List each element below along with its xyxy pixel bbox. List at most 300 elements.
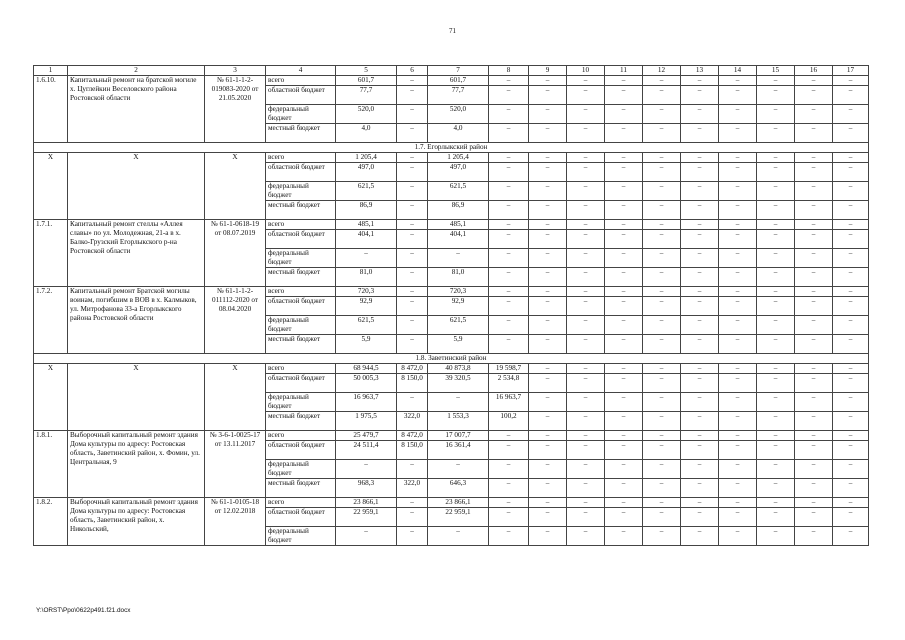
value-col-13: – — [681, 441, 719, 460]
column-number: 6 — [397, 66, 428, 76]
value-col-11: – — [605, 182, 643, 201]
value-col-12: – — [643, 498, 681, 508]
funding-source: местный бюджет — [266, 124, 336, 143]
value-col-16: – — [795, 297, 833, 316]
value-col-6: – — [397, 316, 428, 335]
value-col-9: – — [529, 230, 567, 249]
value-col-12: – — [643, 431, 681, 441]
value-col-10: – — [567, 268, 605, 287]
value-col-17: – — [833, 249, 869, 268]
value-col-9: – — [529, 498, 567, 508]
value-col-14: – — [719, 393, 757, 412]
value-col-17: – — [833, 105, 869, 124]
value-col-14: – — [719, 460, 757, 479]
value-col-9: – — [529, 105, 567, 124]
value-col-13: – — [681, 201, 719, 220]
value-col-7: 86,9 — [428, 201, 489, 220]
section-title: 1.8. Заветинский район — [34, 354, 869, 364]
value-col-11: – — [605, 441, 643, 460]
value-col-17: – — [833, 393, 869, 412]
value-col-10: – — [567, 498, 605, 508]
table-row — [34, 76, 869, 86]
value-col-8: – — [489, 460, 529, 479]
value-col-15: – — [757, 230, 795, 249]
value-col-6: 8 472,0 — [397, 431, 428, 441]
value-col-16: – — [795, 86, 833, 105]
value-col-17: – — [833, 364, 869, 374]
value-col-5: 86,9 — [336, 201, 397, 220]
value-col-8: – — [489, 479, 529, 498]
item-name: Выборочный капитальный ремонт здания Дома культуры по адресу: Ростовская область, Заветинский район, х. Фомин, ул. Центральная, 9 — [68, 431, 205, 498]
value-col-8: 100,2 — [489, 412, 529, 431]
value-col-12: – — [643, 201, 681, 220]
value-col-8: 16 963,7 — [489, 393, 529, 412]
value-col-5: 1 975,5 — [336, 412, 397, 431]
value-col-12: – — [643, 297, 681, 316]
column-number: 9 — [529, 66, 567, 76]
value-col-9: – — [529, 508, 567, 527]
column-number-row — [34, 66, 869, 76]
value-col-17: – — [833, 297, 869, 316]
value-col-13: – — [681, 153, 719, 163]
value-col-13: – — [681, 230, 719, 249]
item-code: 1.8.2. — [34, 498, 68, 546]
value-col-14: – — [719, 335, 757, 354]
value-col-17: – — [833, 412, 869, 431]
funding-source: местный бюджет — [266, 201, 336, 220]
value-col-6: – — [397, 230, 428, 249]
value-col-10: – — [567, 527, 605, 546]
column-number: 13 — [681, 66, 719, 76]
value-col-7: 621,5 — [428, 182, 489, 201]
item-code: 1.6.10. — [34, 76, 68, 143]
value-col-6: 322,0 — [397, 412, 428, 431]
value-col-9: – — [529, 249, 567, 268]
funding-source: областной бюджет — [266, 297, 336, 316]
budget-table — [33, 65, 869, 546]
value-col-5: 1 205,4 — [336, 153, 397, 163]
value-col-6: – — [397, 105, 428, 124]
value-col-15: – — [757, 393, 795, 412]
table-row — [34, 220, 869, 230]
value-col-7: 81,0 — [428, 268, 489, 287]
page-number: 71 — [449, 27, 456, 35]
value-col-10: – — [567, 479, 605, 498]
value-col-12: – — [643, 412, 681, 431]
value-col-14: – — [719, 479, 757, 498]
value-col-7: – — [428, 393, 489, 412]
value-col-7: – — [428, 527, 489, 546]
value-col-7: 5,9 — [428, 335, 489, 354]
column-number: 11 — [605, 66, 643, 76]
value-col-12: – — [643, 268, 681, 287]
value-col-14: – — [719, 508, 757, 527]
value-col-16: – — [795, 287, 833, 297]
value-col-16: – — [795, 335, 833, 354]
item-registration: № 61-1-1-2-011112-2020 от 08.04.2020 — [205, 287, 266, 354]
value-col-7: 16 361,4 — [428, 441, 489, 460]
value-col-17: – — [833, 163, 869, 182]
value-col-10: – — [567, 335, 605, 354]
value-col-10: – — [567, 431, 605, 441]
value-col-9: – — [529, 201, 567, 220]
value-col-16: – — [795, 182, 833, 201]
footer-file-path: Y:\ORST\Ppo\0622p491.f21.docx — [36, 607, 131, 614]
value-col-7: 77,7 — [428, 86, 489, 105]
value-col-17: – — [833, 86, 869, 105]
value-col-15: – — [757, 86, 795, 105]
value-col-6: – — [397, 508, 428, 527]
value-col-9: – — [529, 297, 567, 316]
funding-source: федеральный бюджет — [266, 182, 336, 201]
value-col-12: – — [643, 220, 681, 230]
value-col-13: – — [681, 268, 719, 287]
value-col-11: – — [605, 124, 643, 143]
value-col-5: 4,0 — [336, 124, 397, 143]
value-col-8: – — [489, 105, 529, 124]
value-col-10: – — [567, 124, 605, 143]
value-col-13: – — [681, 76, 719, 86]
value-col-6: – — [397, 527, 428, 546]
table-row — [34, 287, 869, 297]
value-col-7: 1 205,4 — [428, 153, 489, 163]
value-col-12: – — [643, 441, 681, 460]
value-col-14: – — [719, 316, 757, 335]
value-col-9: – — [529, 393, 567, 412]
item-name: Х — [68, 364, 205, 431]
value-col-12: – — [643, 249, 681, 268]
value-col-11: – — [605, 393, 643, 412]
value-col-14: – — [719, 249, 757, 268]
value-col-15: – — [757, 153, 795, 163]
funding-source: федеральный бюджет — [266, 105, 336, 124]
value-col-5: 92,9 — [336, 297, 397, 316]
funding-source: федеральный бюджет — [266, 316, 336, 335]
value-col-10: – — [567, 201, 605, 220]
value-col-6: – — [397, 249, 428, 268]
value-col-9: – — [529, 527, 567, 546]
value-col-6: – — [397, 153, 428, 163]
value-col-9: – — [529, 182, 567, 201]
value-col-7: 404,1 — [428, 230, 489, 249]
value-col-15: – — [757, 460, 795, 479]
value-col-6: – — [397, 393, 428, 412]
item-registration: № 3-6-1-0025-17 от 13.11.2017 — [205, 431, 266, 498]
value-col-15: – — [757, 335, 795, 354]
value-col-6: 8 472,0 — [397, 364, 428, 374]
value-col-9: – — [529, 287, 567, 297]
value-col-7: 92,9 — [428, 297, 489, 316]
value-col-16: – — [795, 153, 833, 163]
value-col-10: – — [567, 86, 605, 105]
value-col-9: – — [529, 441, 567, 460]
value-col-5: 81,0 — [336, 268, 397, 287]
value-col-14: – — [719, 76, 757, 86]
value-col-16: – — [795, 220, 833, 230]
table-row — [34, 498, 869, 508]
item-code: Х — [34, 153, 68, 220]
value-col-8: – — [489, 316, 529, 335]
column-number: 2 — [68, 66, 205, 76]
value-col-8: – — [489, 76, 529, 86]
value-col-9: – — [529, 268, 567, 287]
value-col-10: – — [567, 364, 605, 374]
value-col-13: – — [681, 527, 719, 546]
value-col-16: – — [795, 527, 833, 546]
value-col-17: – — [833, 508, 869, 527]
value-col-14: – — [719, 201, 757, 220]
value-col-11: – — [605, 105, 643, 124]
value-col-16: – — [795, 374, 833, 393]
column-number: 8 — [489, 66, 529, 76]
section-title: 1.7. Егорлыкский район — [34, 143, 869, 153]
value-col-15: – — [757, 374, 795, 393]
value-col-15: – — [757, 431, 795, 441]
value-col-14: – — [719, 86, 757, 105]
value-col-11: – — [605, 374, 643, 393]
section-row — [34, 143, 869, 153]
value-col-15: – — [757, 498, 795, 508]
value-col-12: – — [643, 124, 681, 143]
value-col-14: – — [719, 182, 757, 201]
value-col-10: – — [567, 249, 605, 268]
value-col-7: 40 873,8 — [428, 364, 489, 374]
funding-source: федеральный бюджет — [266, 460, 336, 479]
item-registration: Х — [205, 364, 266, 431]
value-col-7: 601,7 — [428, 76, 489, 86]
value-col-5: 23 866,1 — [336, 498, 397, 508]
value-col-10: – — [567, 297, 605, 316]
value-col-5: – — [336, 460, 397, 479]
item-registration: № 61-1-0618-19 от 08.07.2019 — [205, 220, 266, 287]
value-col-7: 39 320,5 — [428, 374, 489, 393]
value-col-6: – — [397, 201, 428, 220]
item-code: Х — [34, 364, 68, 431]
column-number: 17 — [833, 66, 869, 76]
value-col-10: – — [567, 105, 605, 124]
value-col-11: – — [605, 201, 643, 220]
value-col-10: – — [567, 163, 605, 182]
value-col-11: – — [605, 153, 643, 163]
value-col-6: – — [397, 124, 428, 143]
value-col-16: – — [795, 441, 833, 460]
value-col-8: – — [489, 153, 529, 163]
value-col-15: – — [757, 182, 795, 201]
item-name: Капитальный ремонт Братской могилы воинам, погибшим в ВОВ в х. Калмыков, ул. Митрофанова 33-а Егорлыкского района Ростовской области — [68, 287, 205, 354]
value-col-13: – — [681, 105, 719, 124]
value-col-15: – — [757, 268, 795, 287]
value-col-16: – — [795, 105, 833, 124]
value-col-12: – — [643, 105, 681, 124]
value-col-7: 497,0 — [428, 163, 489, 182]
value-col-14: – — [719, 498, 757, 508]
value-col-8: – — [489, 268, 529, 287]
value-col-5: 16 963,7 — [336, 393, 397, 412]
value-col-11: – — [605, 220, 643, 230]
value-col-14: – — [719, 287, 757, 297]
value-col-6: – — [397, 498, 428, 508]
column-number: 10 — [567, 66, 605, 76]
value-col-9: – — [529, 86, 567, 105]
value-col-17: – — [833, 201, 869, 220]
value-col-13: – — [681, 182, 719, 201]
column-number: 15 — [757, 66, 795, 76]
value-col-16: – — [795, 431, 833, 441]
item-name: Выборочный капитальный ремонт здания Дома культуры по адресу: Ростовская область, Заветинский район, х. Никольский, — [68, 498, 205, 546]
value-col-12: – — [643, 527, 681, 546]
value-col-6: – — [397, 86, 428, 105]
column-number: 14 — [719, 66, 757, 76]
value-col-13: – — [681, 364, 719, 374]
column-number: 5 — [336, 66, 397, 76]
value-col-13: – — [681, 249, 719, 268]
value-col-8: – — [489, 86, 529, 105]
value-col-12: – — [643, 460, 681, 479]
value-col-15: – — [757, 364, 795, 374]
funding-source: местный бюджет — [266, 479, 336, 498]
value-col-9: – — [529, 76, 567, 86]
value-col-13: – — [681, 335, 719, 354]
value-col-9: – — [529, 460, 567, 479]
value-col-7: – — [428, 460, 489, 479]
value-col-17: – — [833, 460, 869, 479]
value-col-12: – — [643, 76, 681, 86]
value-col-14: – — [719, 124, 757, 143]
value-col-6: – — [397, 220, 428, 230]
column-number: 1 — [34, 66, 68, 76]
value-col-15: – — [757, 508, 795, 527]
funding-source: всего — [266, 364, 336, 374]
value-col-16: – — [795, 393, 833, 412]
value-col-13: – — [681, 498, 719, 508]
value-col-17: – — [833, 335, 869, 354]
funding-source: областной бюджет — [266, 163, 336, 182]
value-col-5: 621,5 — [336, 316, 397, 335]
value-col-16: – — [795, 268, 833, 287]
value-col-11: – — [605, 479, 643, 498]
value-col-14: – — [719, 268, 757, 287]
value-col-17: – — [833, 431, 869, 441]
value-col-11: – — [605, 297, 643, 316]
value-col-7: 720,3 — [428, 287, 489, 297]
value-col-8: – — [489, 124, 529, 143]
item-code: 1.7.1. — [34, 220, 68, 287]
value-col-17: – — [833, 182, 869, 201]
value-col-9: – — [529, 374, 567, 393]
value-col-7: 646,3 — [428, 479, 489, 498]
value-col-7: 22 959,1 — [428, 508, 489, 527]
value-col-15: – — [757, 220, 795, 230]
funding-source: всего — [266, 431, 336, 441]
value-col-6: – — [397, 163, 428, 182]
value-col-11: – — [605, 431, 643, 441]
value-col-5: 968,3 — [336, 479, 397, 498]
value-col-5: 621,5 — [336, 182, 397, 201]
funding-source: местный бюджет — [266, 412, 336, 431]
value-col-15: – — [757, 124, 795, 143]
value-col-13: – — [681, 287, 719, 297]
value-col-10: – — [567, 460, 605, 479]
value-col-11: – — [605, 316, 643, 335]
value-col-5: 25 479,7 — [336, 431, 397, 441]
value-col-17: – — [833, 527, 869, 546]
funding-source: областной бюджет — [266, 508, 336, 527]
value-col-13: – — [681, 163, 719, 182]
value-col-12: – — [643, 364, 681, 374]
funding-source: местный бюджет — [266, 268, 336, 287]
value-col-9: – — [529, 412, 567, 431]
value-col-9: – — [529, 316, 567, 335]
value-col-8: – — [489, 441, 529, 460]
value-col-16: – — [795, 460, 833, 479]
value-col-16: – — [795, 316, 833, 335]
value-col-9: – — [529, 479, 567, 498]
value-col-12: – — [643, 182, 681, 201]
value-col-7: 1 553,3 — [428, 412, 489, 431]
value-col-13: – — [681, 508, 719, 527]
value-col-7: 621,5 — [428, 316, 489, 335]
value-col-5: 404,1 — [336, 230, 397, 249]
value-col-17: – — [833, 498, 869, 508]
value-col-13: – — [681, 460, 719, 479]
funding-source: всего — [266, 220, 336, 230]
value-col-8: – — [489, 527, 529, 546]
value-col-5: 50 005,3 — [336, 374, 397, 393]
value-col-14: – — [719, 374, 757, 393]
column-number: 3 — [205, 66, 266, 76]
value-col-13: – — [681, 220, 719, 230]
value-col-5: – — [336, 249, 397, 268]
value-col-6: – — [397, 460, 428, 479]
value-col-9: – — [529, 335, 567, 354]
value-col-5: 520,0 — [336, 105, 397, 124]
value-col-14: – — [719, 220, 757, 230]
value-col-12: – — [643, 374, 681, 393]
value-col-8: – — [489, 297, 529, 316]
value-col-10: – — [567, 182, 605, 201]
value-col-10: – — [567, 374, 605, 393]
value-col-11: – — [605, 268, 643, 287]
value-col-10: – — [567, 220, 605, 230]
value-col-8: – — [489, 182, 529, 201]
value-col-13: – — [681, 431, 719, 441]
item-registration: № 61-1-0105-18 от 12.02.2018 — [205, 498, 266, 546]
value-col-15: – — [757, 201, 795, 220]
value-col-15: – — [757, 297, 795, 316]
value-col-13: – — [681, 393, 719, 412]
value-col-7: 23 866,1 — [428, 498, 489, 508]
value-col-15: – — [757, 441, 795, 460]
value-col-8: 2 534,8 — [489, 374, 529, 393]
value-col-5: 22 959,1 — [336, 508, 397, 527]
value-col-17: – — [833, 230, 869, 249]
value-col-17: – — [833, 374, 869, 393]
funding-source: всего — [266, 287, 336, 297]
value-col-11: – — [605, 498, 643, 508]
value-col-16: – — [795, 163, 833, 182]
value-col-14: – — [719, 297, 757, 316]
value-col-14: – — [719, 441, 757, 460]
value-col-10: – — [567, 393, 605, 412]
item-name: Х — [68, 153, 205, 220]
value-col-9: – — [529, 431, 567, 441]
value-col-14: – — [719, 364, 757, 374]
value-col-16: – — [795, 498, 833, 508]
value-col-5: 5,9 — [336, 335, 397, 354]
value-col-11: – — [605, 86, 643, 105]
value-col-16: – — [795, 201, 833, 220]
funding-source: областной бюджет — [266, 374, 336, 393]
